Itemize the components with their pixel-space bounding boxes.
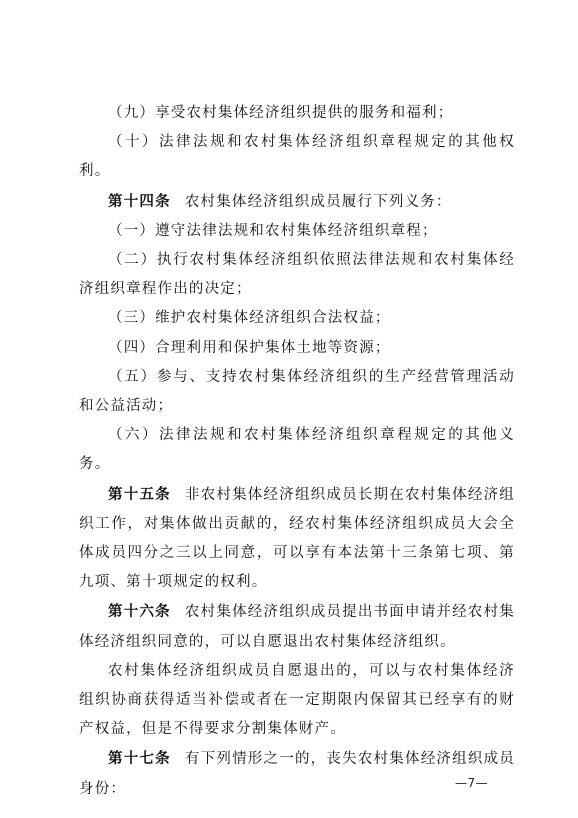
- paragraph-text: （三）维护农村集体经济组织合法权益；: [108, 310, 391, 327]
- paragraph-text: （十）法律法规和农村集体经济组织章程规定的其他权利。: [79, 134, 515, 180]
- paragraph-text: （二）执行农村集体经济组织依照法律法规和农村集体经济组织章程作出的决定；: [79, 252, 515, 298]
- article-16: [79, 597, 515, 656]
- article-number: 第十五条: [108, 485, 171, 503]
- paragraph-item-9-right: [79, 99, 515, 128]
- paragraph-duty-2: [79, 246, 515, 304]
- article-15: [79, 480, 515, 598]
- article-16-paragraph-2: [79, 657, 515, 745]
- paragraph-duty-1: [79, 217, 515, 246]
- paragraph-text: 农村集体经济组织成员自愿退出的，可以与农村集体经济组织协商获得适当补偿或者在一定期限内保留其已经享有的财产权益，但是不得要求分割集体财产。: [79, 662, 515, 738]
- article-number: 第十六条: [108, 603, 171, 621]
- paragraph-text: 非农村集体经济组织成员长期在农村集体经济组织工作，对集体做出贡献的，经农村集体经济组织成员大会全体成员四分之三以上同意，可以享有本法第十三条第七项、第九项、第十项规定的权利。: [79, 486, 515, 591]
- paragraph-text: （四）合理利用和保护集体土地等资源；: [108, 339, 391, 356]
- paragraph-text: （九）享受农村集体经济组织提供的服务和福利；: [108, 105, 454, 121]
- page-number: —7—: [455, 776, 489, 790]
- article-number: 第十七条: [108, 750, 171, 768]
- paragraph-duty-4: [79, 334, 515, 363]
- paragraph-text: 农村集体经济组织成员履行下列义务：: [184, 193, 452, 210]
- paragraph-text: （一）遵守法律法规和农村集体经济组织章程；: [108, 222, 438, 239]
- article-17: [79, 744, 515, 803]
- paragraph-item-10-right: [79, 128, 515, 186]
- paragraph-text: （六）法律法规和农村集体经济组织章程规定的其他义务。: [79, 427, 515, 473]
- paragraph-duty-3: [79, 304, 515, 333]
- document-body: [79, 99, 515, 804]
- paragraph-duty-6: [79, 421, 515, 479]
- paragraph-text: （五）参与、支持农村集体经济组织的生产经营管理活动和公益活动；: [79, 368, 515, 415]
- article-number: 第十四条: [108, 192, 171, 210]
- paragraph-text: 农村集体经济组织成员提出书面申请并经农村集体经济组织同意的，可以自愿退出农村集体经济组织。: [79, 604, 515, 650]
- paragraph-text: 有下列情形之一的，丧失农村集体经济组织成员身份：: [79, 751, 515, 797]
- paragraph-duty-5: [79, 363, 515, 421]
- article-14: [79, 187, 515, 217]
